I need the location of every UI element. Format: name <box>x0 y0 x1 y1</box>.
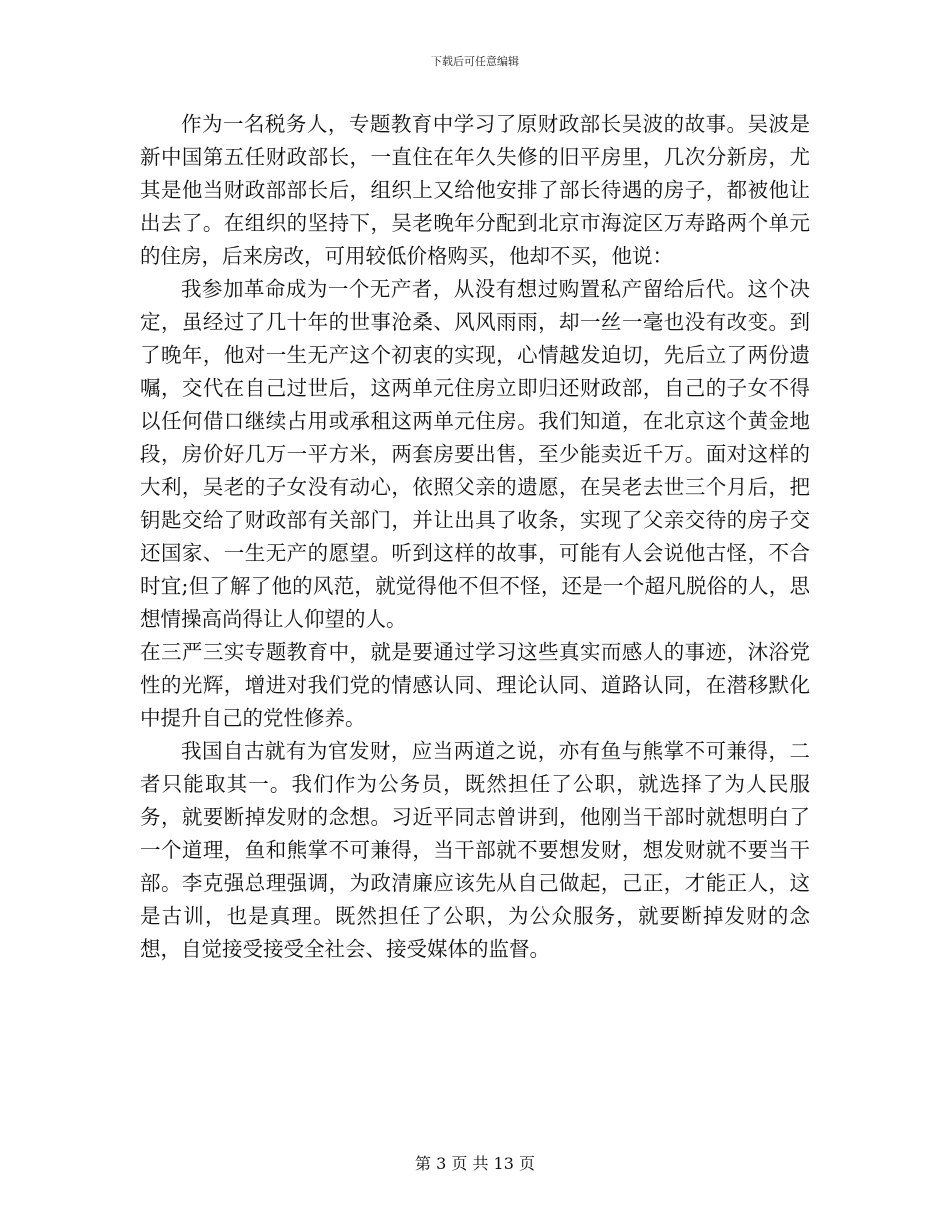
document-body <box>140 108 810 966</box>
page-number: 第 3 页 共 13 页 <box>415 1154 535 1173</box>
paragraph-education: 在三严三实专题教育中，就是要通过学习这些真实而感人的事迹，沐浴党性的光辉，增进对我们党的情感认同、理论认同、道路认同，在潜移默化中提升自己的党性修养。 <box>140 640 810 730</box>
paragraph-quote: 我参加革命成为一个无产者，从没有想过购置私产留给后代。这个决定，虽经过了几十年的世事沧桑、风风雨雨，却一丝一毫也没有改变。到了晚年，他对一生无产这个初衷的实现，心情越发迫切，先后立了两份遗嘱，交代在自己过世后，这两单元住房立即归还财政部，自己的子女不得以任何借口继续占用或承租这两单元住房。我们知道，在北京这个黄金地段，房价好几万一平方米，两套房要出售，至少能卖近千万。面对这样的大利，吴老的子女没有动心，依照父亲的遗愿，在吴老去世三个月后，把钥匙交给了财政部有关部门，并让出具了收条，实现了父亲交待的房子交还国家、一生无产的愿望。听到这样的故事，可能有人会说他古怪，不合时宜;但了解了他的风范，就觉得他不但不怪，还是一个超凡脱俗的人，思想情操高尚得让人仰望的人。 <box>140 277 810 631</box>
paragraph-officials: 我国自古就有为官发财，应当两道之说，亦有鱼与熊掌不可兼得，二者只能取其一。我们作为公务员，既然担任了公职，就选择了为人民服务，就要断掉发财的念想。习近平同志曾讲到，他刚当干部时就想明白了一个道理，鱼和熊掌不可兼得，当干部就不要想发财，想发财就不要当干部。李克强总理强调，为政清廉应该先从自己做起，己正，才能正人，这是古训，也是真理。既然担任了公职，为公众服务，就要断掉发财的念想，自觉接受接受全社会、接受媒体的监督。 <box>140 739 810 961</box>
paragraph-wu-bo-story: 作为一名税务人，专题教育中学习了原财政部长吴波的故事。吴波是新中国第五任财政部长，一直住在年久失修的旧平房里，几次分新房，尤其是他当财政部部长后，组织上又给他安排了部长待遇的房子，都被他让出去了。在组织的坚持下，吴老晚年分配到北京市海淀区万寿路两个单元的住房，后来房改，可用较低价格购买，他却不买，他说： <box>140 112 810 268</box>
page-header-note: 下载后可任意编辑 <box>431 55 519 68</box>
